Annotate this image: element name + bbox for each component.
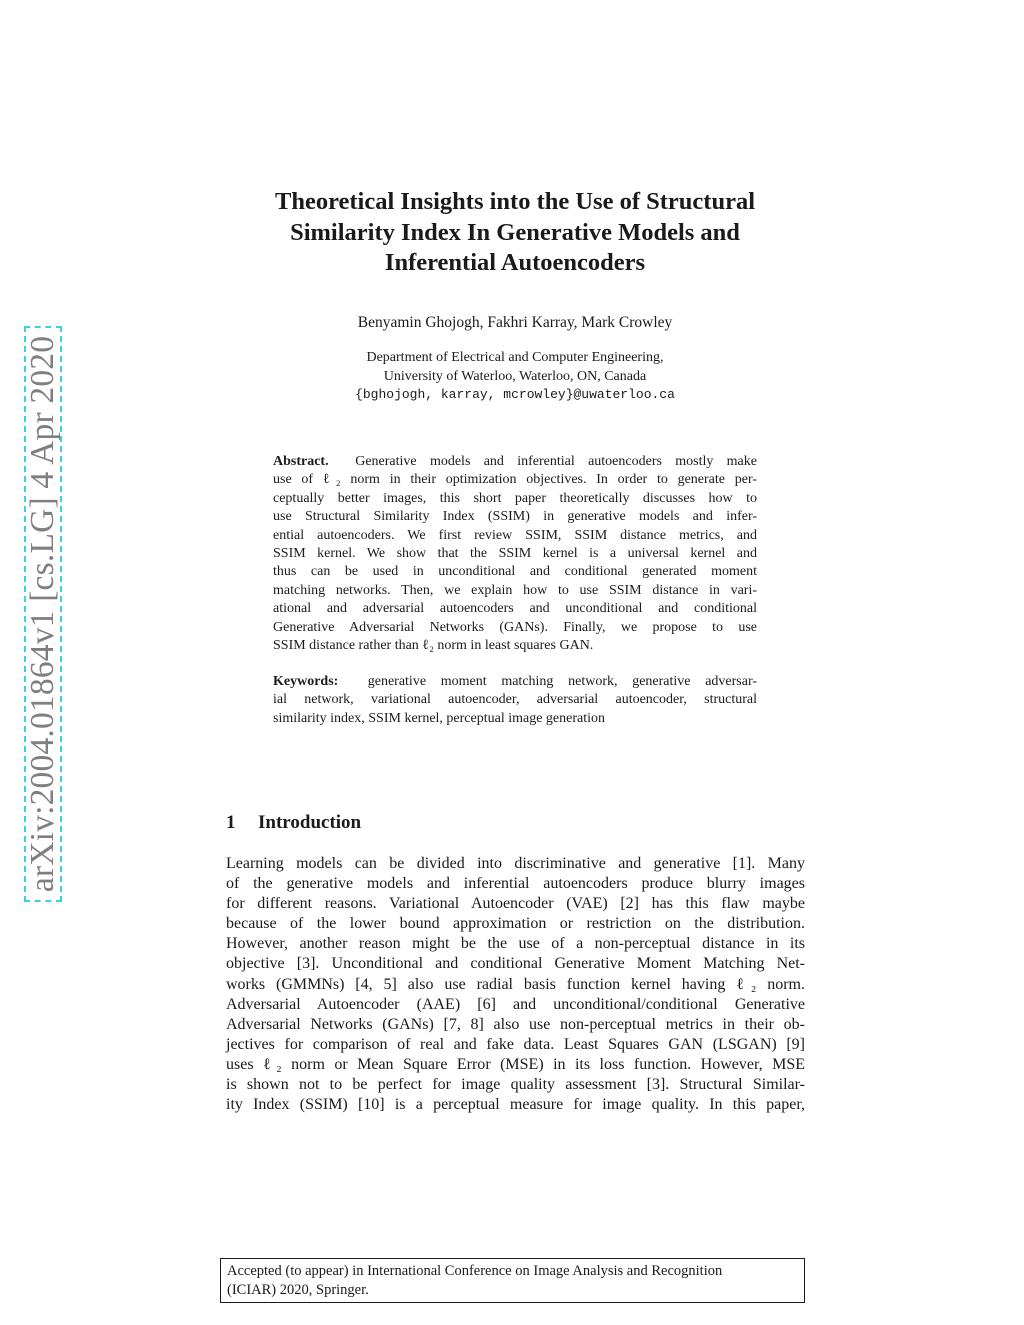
abstract-line: ceptually better images, this short paper theoretically discusses how to <box>273 490 757 506</box>
affiliation <box>200 349 830 405</box>
abstract-line: SSIM distance rather than ℓ₂ norm in least squares GAN. <box>273 638 594 654</box>
affiliation-line: University of Waterloo, Waterloo, ON, Canada <box>383 368 647 384</box>
abstract-line: thus can be used in unconditional and conditional generated moment <box>273 564 757 580</box>
abstract-line: matching networks. Then, we explain how to use SSIM distance in vari- <box>273 582 757 598</box>
acceptance-note-box <box>220 1258 805 1303</box>
abstract-line: Generative models and inferential autoencoders mostly make <box>355 454 757 469</box>
body-line: uses ℓ₂ norm or Mean Square Error (MSE) in its loss function. However, MSE <box>226 1055 805 1073</box>
author-emails: {bghojogh, karray, mcrowley}@uwaterloo.ca <box>355 387 675 402</box>
introduction-body <box>226 854 805 1115</box>
keywords-line: ial network, variational autoencoder, adversarial autoencoder, structural <box>273 692 757 708</box>
abstract-line: ential autoencoders. We first review SSIM, SSIM distance metrics, and <box>273 527 757 543</box>
author-list: Benyamin Ghojogh, Fakhri Karray, Mark Crowley <box>357 314 673 331</box>
acceptance-note-line: Accepted (to appear) in International Conference on Image Analysis and Recognition <box>227 1263 723 1279</box>
abstract <box>273 453 757 655</box>
paper-title <box>200 187 830 279</box>
title-line: Theoretical Insights into the Use of Structural <box>275 188 755 215</box>
title-line: Similarity Index In Generative Models and <box>290 218 740 246</box>
acceptance-note-line: (ICIAR) 2020, Springer. <box>227 1281 369 1298</box>
abstract-label: Abstract. <box>273 454 329 469</box>
keywords-line: similarity index, SSIM kernel, perceptual image generation <box>273 710 606 726</box>
keywords-label: Keywords: <box>273 674 339 689</box>
body-line: ity Index (SSIM) [10] is a perceptual measure for image quality. In this paper, <box>226 1096 805 1114</box>
section-title: Introduction <box>258 812 362 833</box>
body-line: works (GMMNs) [4, 5] also use radial basis function kernel having ℓ₂ norm. <box>226 975 805 993</box>
body-line: of the generative models and inferential autoencoders produce blurry images <box>226 875 805 893</box>
body-line: Learning models can be divided into discriminative and generative [1]. Many <box>226 855 805 872</box>
body-line: jectives for comparison of real and fake data. Least Squares GAN (LSGAN) [9] <box>226 1035 805 1053</box>
affiliation-line: Department of Electrical and Computer Engineering, <box>366 350 664 365</box>
abstract-line: ational and adversarial autoencoders and unconditional and conditional <box>273 601 757 617</box>
title-line: Inferential Autoencoders <box>384 249 646 276</box>
body-line: is shown not to be perfect for image quality assessment [3]. Structural Similar- <box>226 1076 805 1094</box>
keywords <box>273 673 757 728</box>
section-heading-introduction <box>226 811 361 835</box>
body-line: because of the lower bound approximation or restriction on the distribution. <box>226 915 805 933</box>
arxiv-identifier-stamp <box>24 326 62 902</box>
body-line: However, another reason might be the use of a non-perceptual distance in its <box>226 935 805 953</box>
section-number: 1 <box>226 812 236 833</box>
abstract-line: use Structural Similarity Index (SSIM) in generative models and infer- <box>273 509 757 525</box>
abstract-line: Generative Adversarial Networks (GANs). Finally, we propose to use <box>273 619 757 635</box>
abstract-line: SSIM kernel. We show that the SSIM kernel is a universal kernel and <box>273 546 757 562</box>
arxiv-identifier-text: arXiv:2004.01864v1 [cs.LG] 4 Apr 2020 <box>24 335 61 893</box>
body-line: objective [3]. Unconditional and conditional Generative Moment Matching Net- <box>226 955 805 973</box>
body-line: Adversarial Autoencoder (AAE) [6] and unconditional/conditional Generative <box>226 995 805 1013</box>
body-line: Adversarial Networks (GANs) [7, 8] also use non-perceptual metrics in their ob- <box>226 1015 805 1033</box>
body-line: for different reasons. Variational Autoencoder (VAE) [2] has this flaw maybe <box>226 895 805 913</box>
abstract-line: use of ℓ₂ norm in their optimization objectives. In order to generate per- <box>273 472 757 488</box>
keywords-line: generative moment matching network, generative adversar- <box>367 674 757 689</box>
